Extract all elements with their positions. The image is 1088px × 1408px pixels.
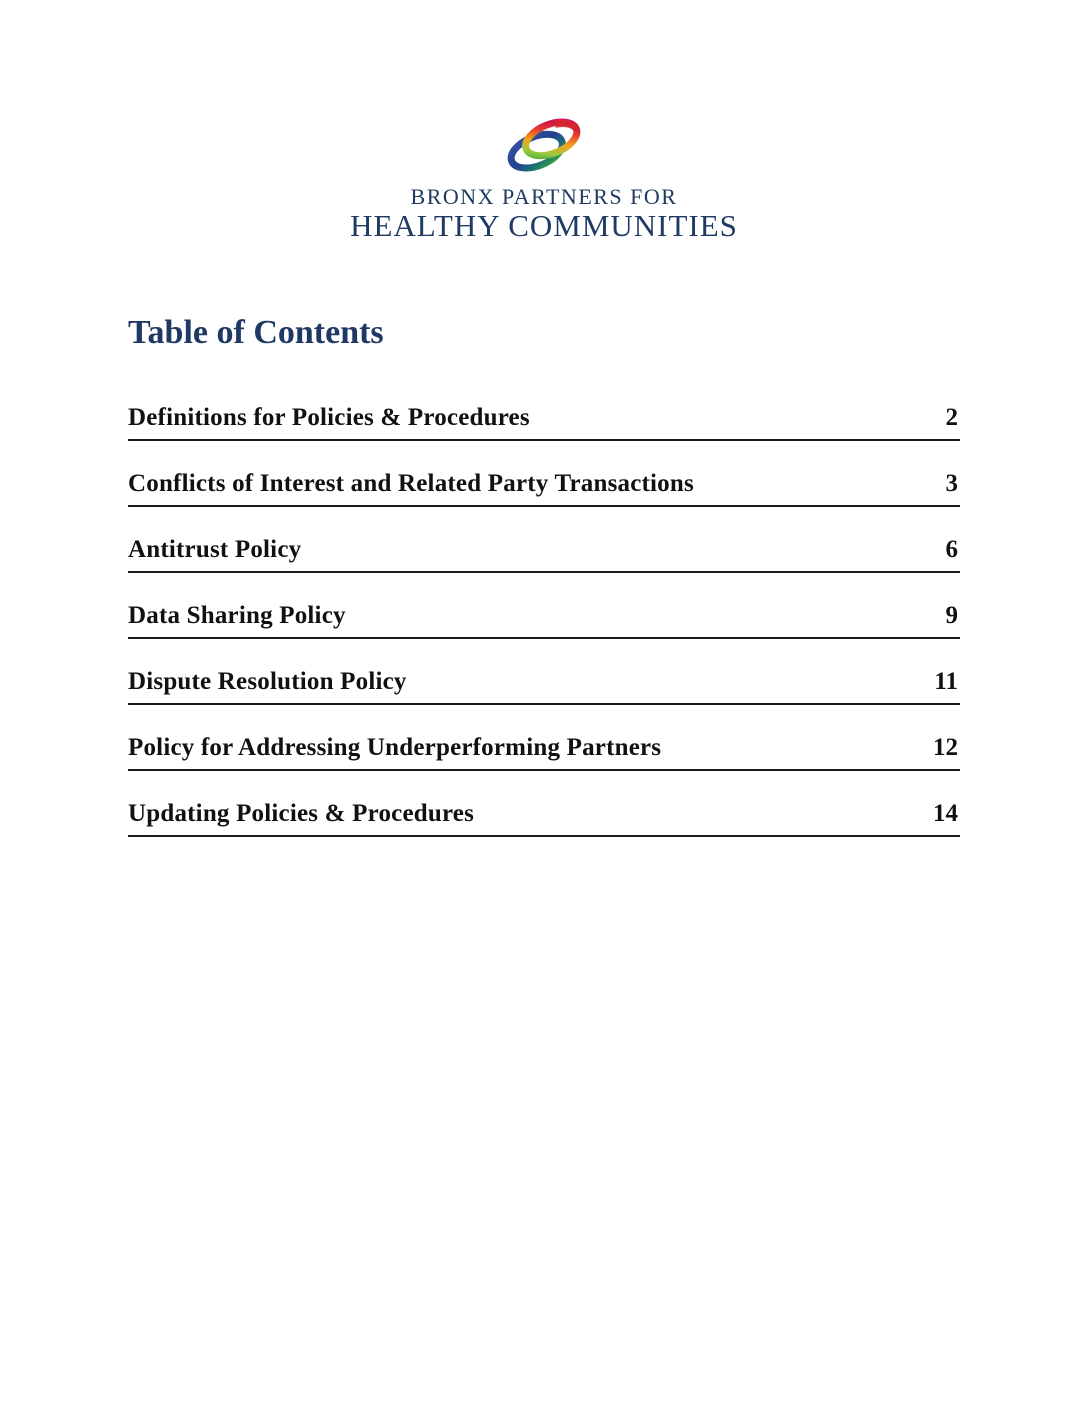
toc-entry-page-number: 12 <box>933 734 958 761</box>
toc-entry-page-number: 3 <box>945 470 958 497</box>
toc-entry-page-number: 11 <box>934 668 958 695</box>
toc-entry-title: Dispute Resolution Policy <box>128 668 407 695</box>
toc-entry-title: Data Sharing Policy <box>128 602 346 629</box>
toc-row <box>128 734 960 771</box>
interlocking-rings-icon <box>496 112 592 178</box>
toc-entry-title: Conflicts of Interest and Related Party Transactions <box>128 470 694 497</box>
toc-row <box>128 668 960 705</box>
toc-entry-page-number: 9 <box>945 602 958 629</box>
page-title: Table of Contents <box>128 314 384 351</box>
toc-entry-page-number: 14 <box>933 800 958 827</box>
brand-name-line2: HEALTHY COMMUNITIES <box>350 208 738 244</box>
toc-row <box>128 470 960 507</box>
toc-row <box>128 602 960 639</box>
toc-entry-page-number: 2 <box>945 404 958 431</box>
toc-list <box>128 404 960 866</box>
logo-block <box>0 112 1088 243</box>
brand-name-line1: BRONX PARTNERS FOR <box>410 184 678 209</box>
toc-entry-title: Definitions for Policies & Procedures <box>128 404 530 431</box>
toc-entry-page-number: 6 <box>945 536 958 563</box>
toc-entry-title: Antitrust Policy <box>128 536 302 563</box>
toc-entry-title: Policy for Addressing Underperforming Partners <box>128 734 662 761</box>
toc-row <box>128 536 960 573</box>
toc-entry-title: Updating Policies & Procedures <box>128 800 475 827</box>
toc-row <box>128 800 960 837</box>
toc-row <box>128 404 960 441</box>
